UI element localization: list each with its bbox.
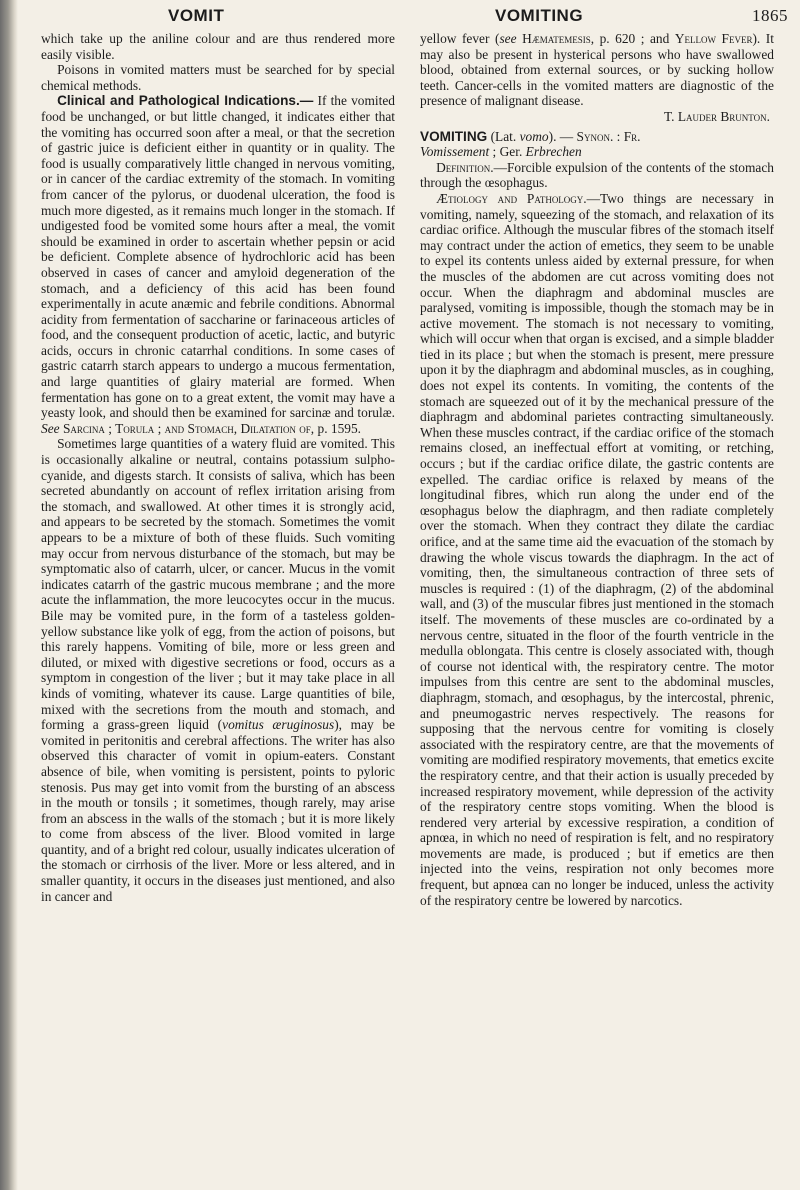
paragraph [41,436,395,904]
cross-ref-see: See [41,420,60,436]
german-label: ; Ger. [492,144,523,160]
entry-heading: VOMITING [420,128,488,144]
left-column [41,31,395,904]
right-column [420,31,774,908]
latin-term: vomitus æruginosus [222,717,335,733]
paragraph: Poisons in vomited matters must be searched for by special chemical methods. [41,62,395,93]
author-signature: T. Lauder Brunton. [663,108,770,124]
paragraph-text: ). It may also be present in hysterical persons who have swallowed blood, obtained from external sources, or by sucking hollow teeth. Cancer-cells in the vomited matters are diagnostic of the presence of malignant disease. [420,31,774,109]
book-binding-shadow [0,0,18,1190]
paragraph-text: Sometimes large quantities of a watery fluid are vomited. This is occasionally alkaline or neutral, contains potassium sulpho-cyanide, and digests starch. It consists of saliva, which has been secreted abundantly on account of reflex irritation arising from the stomach, and swallowed. At other times it is strongly acid, and appears to be secreted by the stomach. Sometimes the vomit appears to be a mixture of both of these fluids. Such vomiting may occur from nervous disturbance of the stomach, but may be symptomatic also of catarrh, ulcer, or cancer. Mucus in the vomit indicates catarrh of the gastric mucous membrane ; and the more acute the inflammation, the more leucocytes occur in the mucus. Bile may be vomited pure, in the form of a tasteless golden-yellow substance like yolk of egg, from the action of poisons, but this rarely happens. Vomiting of bile, more or less green and diluted, or mixed with digestive secretions or food, occurs as a symptom in congestion of the liver ; but it may take place in all kinds of vomiting, whatever its cause. Large quantities of bile, mixed with the secretions from the mouth and stomach, and forming a grass-green liquid ( [41,436,395,733]
definition-heading: Definition. [436,159,494,175]
synonyms-label: ). — Synon. : Fr. [548,128,641,144]
page-reference: p. 1595. [317,420,362,436]
cross-ref-see: see [499,31,517,46]
page-number: 1865 [752,6,788,25]
paragraph-text: —Two things are necessary in vomiting, namely, squeezing of the stomach, and relaxation of its cardiac orifice. Although the muscular fibres of the stomach itself may contract under the action of emetics, they seem to be unable to expel its contents unless aided by external pressure, for when the muscles of the abdomen are cut across vomiting does not occur. When the diaphragm and abdominal muscles are paralysed, vomiting is impossible, though the stomach may be in active movement. The stomach is not necessary to vomiting, which will occur when that organ is excised, and a simple bladder tied in its place ; but when the stomach is present, mere pressure upon it by the diaphragm and abdominal muscles, as in coughing, does not expel its contents. In vomiting, the contents of the stomach are squeezed out of it by the mechanical pressure of the diaphragm and abdominal parietes contracting simultaneously. When these muscles contract, if the cardiac orifice of the stomach remains closed, an ineffectual effort at vomiting, or retching, occurs ; but if the cardiac orifice dilate, the gastric contents are expelled. The cardiac orifice is relaxed by means of the longitudinal fibres, which run along the under end of the œsophagus below the diaphragm, and then radiate completely over the stomach. When they contract they dilate the cardiac orifice, and at the same time aid the evacuation of the stomach by drawing the whole viscus towards the diaphragm. In the act of vomiting, then, the simultaneous contraction of three sets of muscles is required : (1) of the diaphragm, (2) of the abdominal wall, and (3) of the muscular fibres just mentioned in the stomach itself. The movements of these muscles are co-ordinated by a nervous centre, situated in the floor of the fourth ventricle in the medulla oblongata. This centre is closely associated with, though of course not identical with, the respiratory centre. The motor impulses from this centre are sent to the abdominal muscles, diaphragm, stomach, and œsophagus, by the intercostal, phrenic, and pneumogastric nerves respectively. The reasons for supposing that the nervous centre for vomiting is closely associated with the respiratory centre, are that the movements of vomiting are modified respiratory movements, that emetics excite the respiratory centre, and that their action is usually preceded by increased respiratory movement, while depression of the activity of the respiratory centre stops vomiting. When the blood is rendered very arterial by excessive respiration, a condition of apnœa, in which no need of respiration is felt, and no respiratory movements are made, is produced ; but if emetics are then injected into the veins, respiration not only becomes more frequent, but apnœa can no longer be induced, unless the activity of the respiratory centre be lowered by narcotics. [420,190,774,908]
paragraph [420,160,774,191]
paragraph-text: ), may be vomited in peritonitis and cerebral affections. The writer has also observed this character of vomit in opium-eaters. Constant absence of bile, when vomiting is persistent, points to pyloric stenosis. Pus may get into vomit from the bursting of an abscess in the mouth or tonsils ; it sometimes, though rarely, may arise from an abscess in the walls of the stomach ; but it is more likely to come from abscess of the liver. Blood vomited in large quantity, and of a bright red colour, usually indicates ulceration of the stomach or cirrhosis of the liver. More or less altered, and in smaller quantity, it occurs in the diseases just mentioned, and also in cancer and [41,717,396,904]
paragraph [420,191,774,908]
french-synonym: Vomissement [420,144,490,160]
entry-etymology: (Lat. [490,128,517,144]
paragraph-text: —Forcible expulsion of the contents of the stomach through the œsophagus. [420,159,774,191]
paragraph-text: p. 620 ; and [599,31,670,46]
paragraph [420,31,774,109]
german-synonym: Erbrechen [525,144,582,160]
paragraph-text: If the vomited food be unchanged, or but little changed, it indicates either that the vomiting has occurred soon after a meal, or that the secretion of gastric juice is deficient either in quantity or in quality. The food is usually comparatively little changed in nervous vomiting, or in cancer of the cardiac extremity of the stomach. In vomiting from cancer of the pylorus, or duodenal ulceration, the food is much more digested, as it remains much longer in the stomach. If undigested food be vomited some hours after a meal, the vomit should be examined in order to ascertain whether pepsin or acid be deficient. Complete absence of hydrochloric acid has been observed in cases of cancer and amyloid degeneration of the stomach, and a deficiency of this acid has been found experimentally in acute anæmic and febrile conditions. Abnormal acidity from fermentation of saccharine or farinaceous articles of food, and the consequent production of acetic, lactic, and butyric acids, occurs in chronic catarrhal conditions. In some cases of gastric catarrh starch appears to undergo a mucous fermentation, and large quantities of glairy material are formed. When fermentation has gone on to a great extent, the vomit may have a yeasty look, and should then be examined for sarcinæ and torulæ. [41,93,395,421]
paragraph: which take up the aniline colour and are thus rendered more easily visible. [41,31,395,62]
running-head-left: VOMIT [168,6,225,25]
cross-reference: Sarcina ; Torula ; and Stomach, Dilatation of, [62,420,315,436]
page-header [40,6,788,30]
aetiology-heading: Ætiology and Pathology. [436,190,587,206]
latin-root: vomo [519,128,549,144]
cross-reference: Yellow Fever [674,31,753,46]
paragraph-text: yellow fever ( [420,31,500,46]
paragraph [41,93,395,436]
running-head-right: VOMITING [495,6,584,25]
cross-reference: Hæmatemesis, [522,31,595,46]
entry-heading-line [420,129,774,160]
section-heading: Clinical and Pathological Indications.— [57,93,314,109]
